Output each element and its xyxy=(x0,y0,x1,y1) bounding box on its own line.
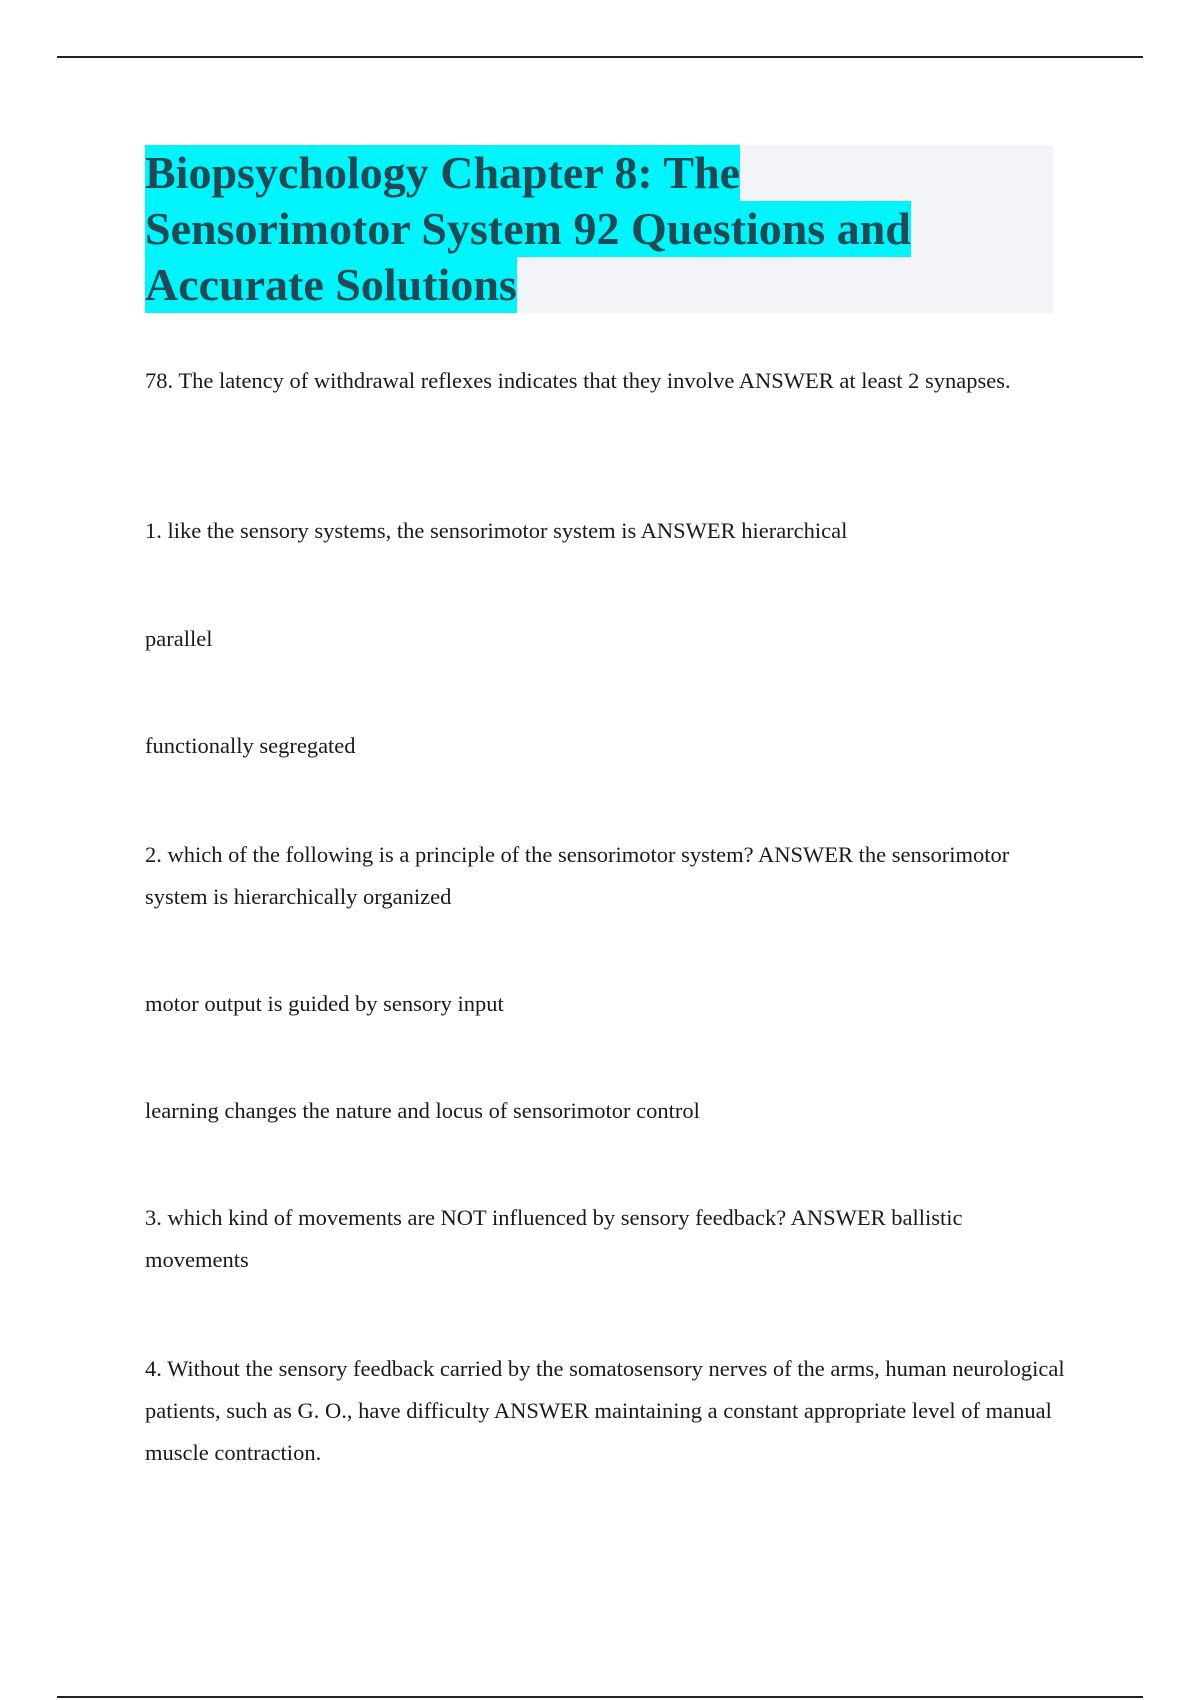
title-line-1: Biopsychology Chapter 8: The xyxy=(145,145,740,201)
title-line-3: Accurate Solutions xyxy=(145,257,517,313)
answer-functionally-segregated: functionally segregated xyxy=(145,733,356,758)
question-1: 1. like the sensory systems, the sensorimotor system is ANSWER hierarchical xyxy=(145,518,848,543)
answer-learning-changes: learning changes the nature and locus of sensorimotor control xyxy=(145,1098,700,1123)
question-78: 78. The latency of withdrawal reflexes indicates that they involve ANSWER at least 2 synapses. xyxy=(145,368,1011,393)
title-line-2: Sensorimotor System 92 Questions and xyxy=(145,201,911,257)
title-block xyxy=(145,145,1053,313)
footer-rule xyxy=(57,1696,1143,1698)
answer-parallel: parallel xyxy=(145,626,213,651)
question-3: 3. which kind of movements are NOT influenced by sensory feedback? ANSWER ballistic movements xyxy=(145,1205,963,1272)
header-rule xyxy=(57,56,1143,58)
answer-motor-output: motor output is guided by sensory input xyxy=(145,991,504,1016)
question-4: 4. Without the sensory feedback carried by the somatosensory nerves of the arms, human neurological patients, such as G. O., have difficulty ANSWER maintaining a constant appropriate level of manual muscle contraction. xyxy=(145,1356,1065,1465)
question-2: 2. which of the following is a principle of the sensorimotor system? ANSWER the sensorimotor system is hierarchically organized xyxy=(145,842,1010,909)
document-title xyxy=(145,145,1053,313)
